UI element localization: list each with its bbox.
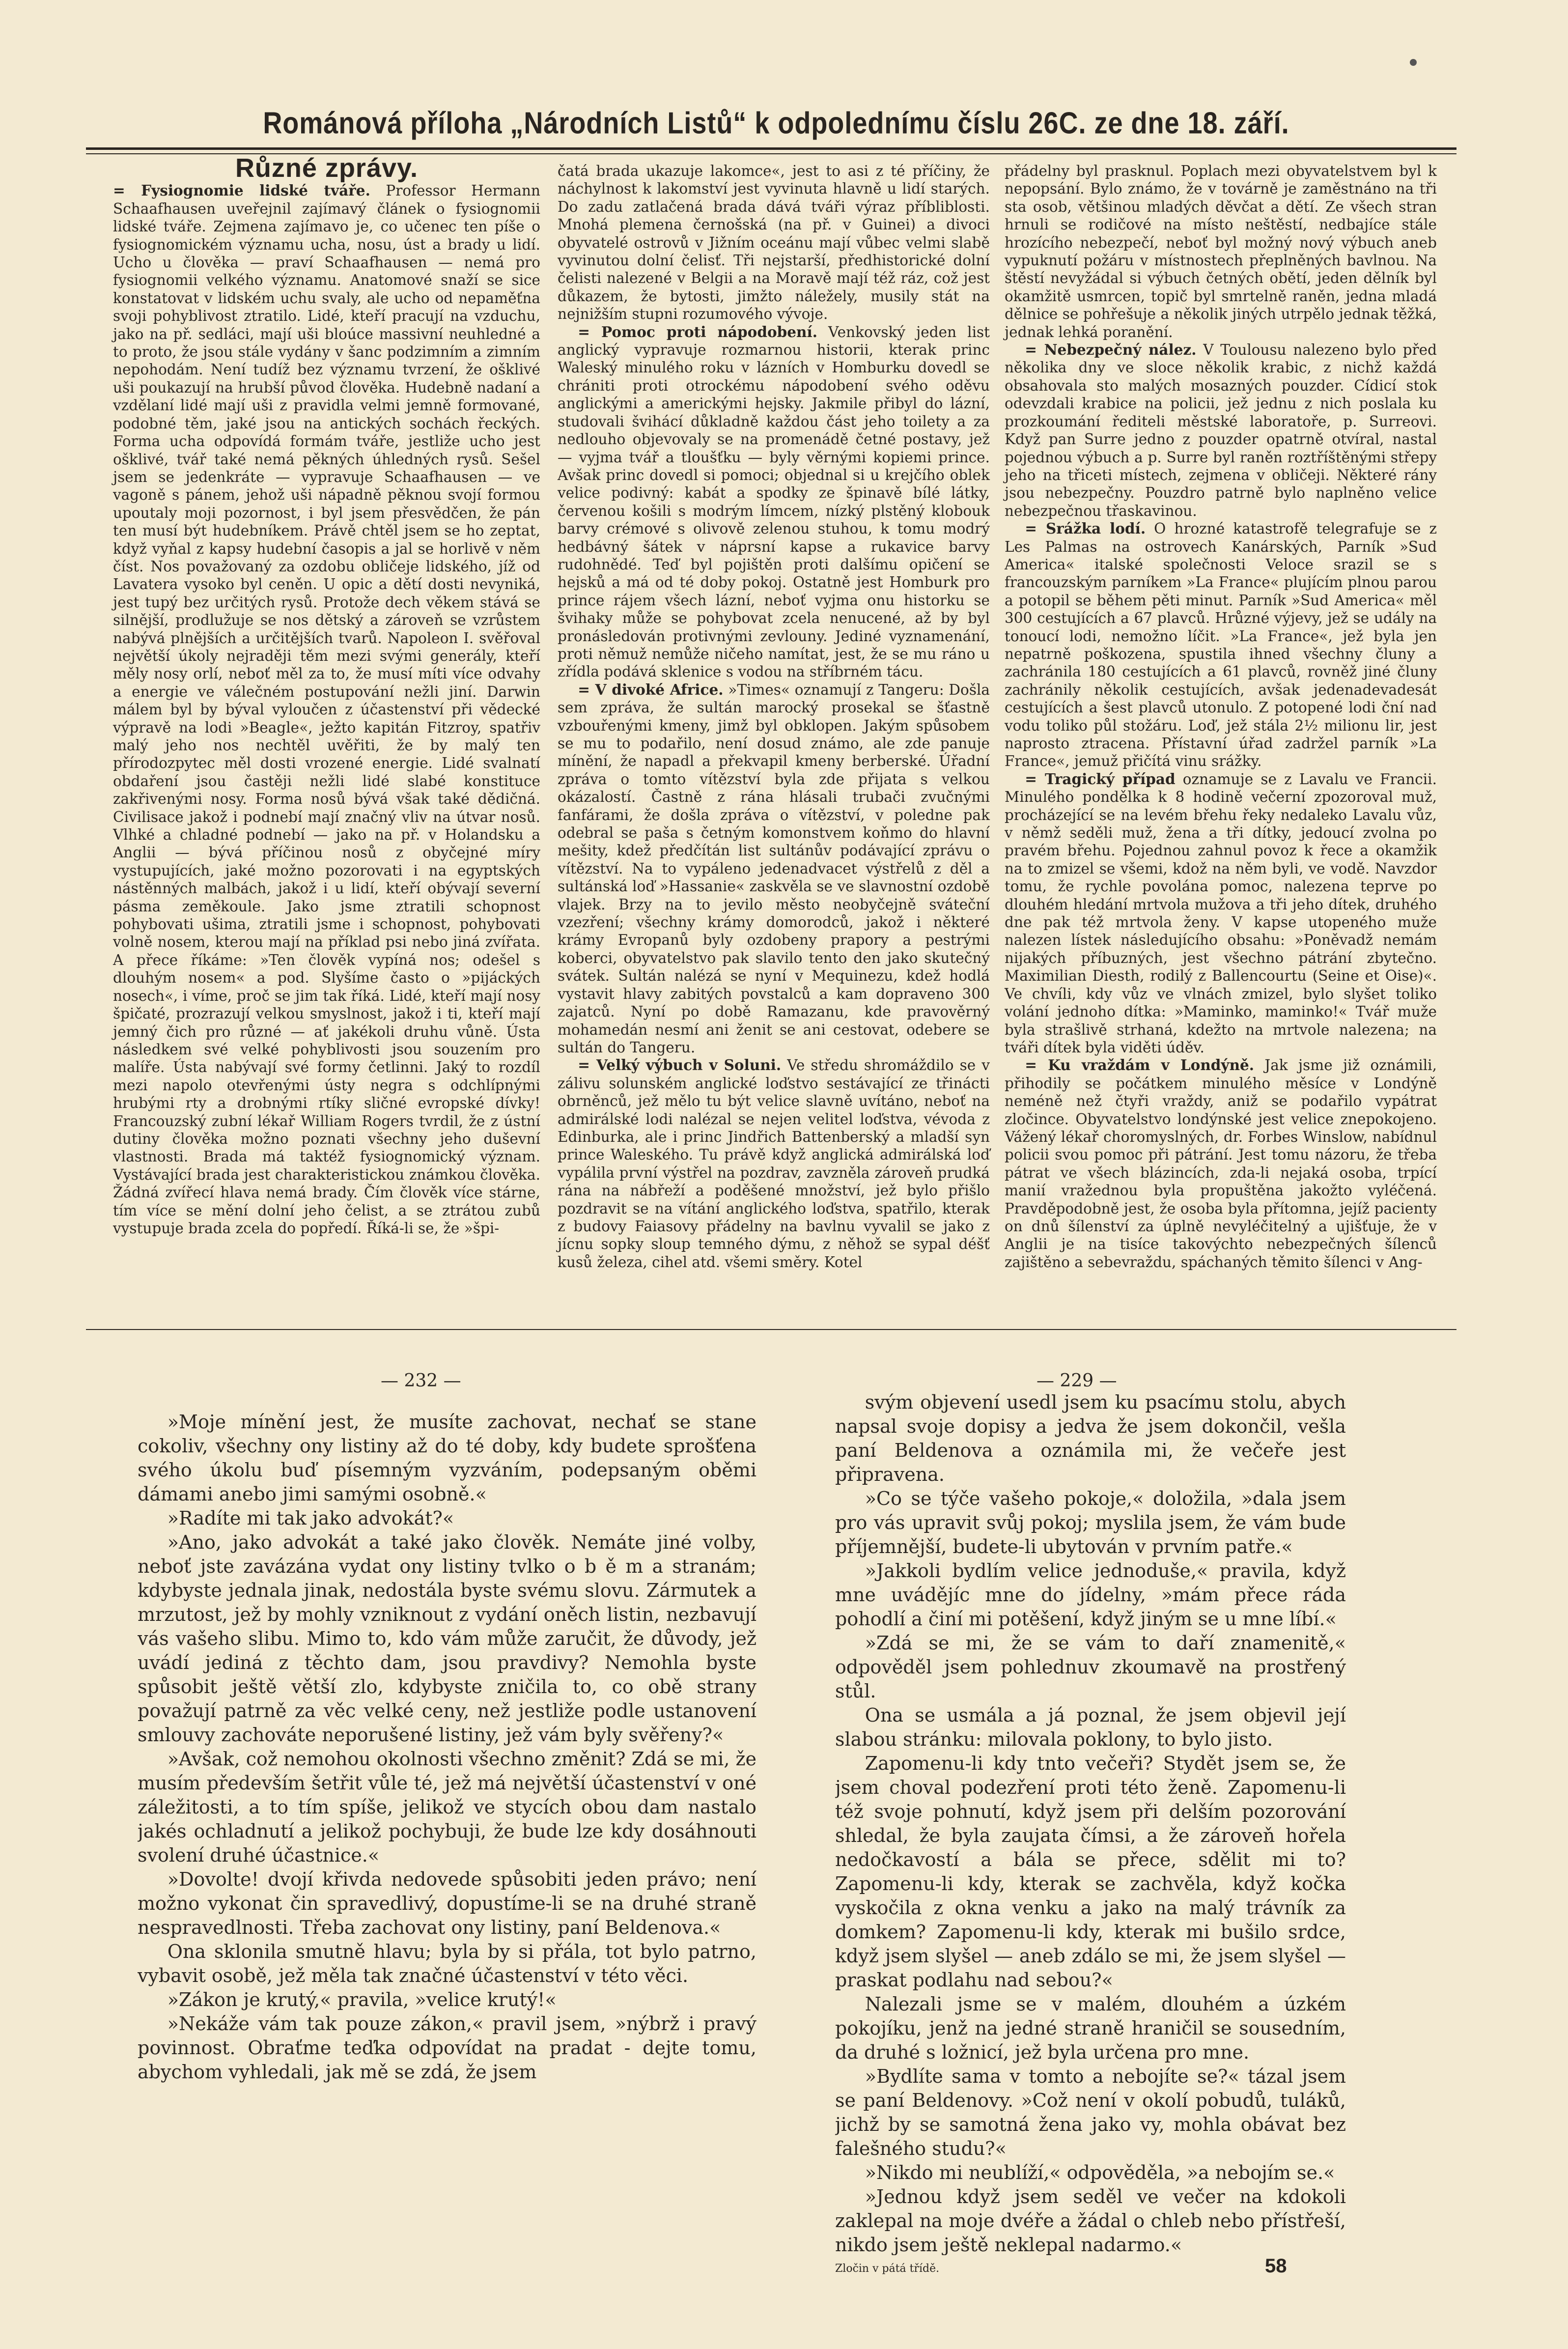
article-londyn [1005,1056,1437,1271]
novel-paragraph: »Nekáže vám tak pouze zákon,« pravil jsem, »nýbrž i pravý povinnost. Obraťme teďka odpovídat na pradat - dejte tomu, abychom vyhledali, jak mě se zdá, že jsem [138,2013,756,2083]
novel-paragraph: Zapomenu-li kdy tnto večeři? Stydět jsem se, že jsem choval podezření proti této ženě. Zapomenu-li též svoje pohnutí, když jsem při delším pozorování shledal, že byla zaujata čímsi, a že zároveň hořela nedočkavostí a bála se přece, sdělit mi to? Zapomenu-li kdy, kterak se zachvěla, když kočka vyskočila z okna venku a jako na malý trávník za domkem? Zapomenu-li kdy, kterak mi bušilo srdce, když jsem slyšel — aneb zdálo se mi, že jsem slyšel — praskat podlahu nad sebou?« [835,1753,1346,1991]
novel-paragraph: »Bydlíte sama v tomto a nebojíte se?« tázal jsem se paní Beldenovy. »Což není v okolí pobudů, tuláků, jichž by se samotná žena jako vy, mohla obávat bez falešného studu?« [835,2066,1346,2159]
page-number-right: — 229 — [1036,1371,1117,1391]
article-solun [558,1056,990,1271]
section-title: Různé zprávy. [235,153,419,183]
novel-paragraph: »Avšak, což nemohou okolnosti všechno změnit? Zdá se mi, že musím především šetřit vůle té, jež má největší účastenství v oné záležitosti, a to tím spíše, jelikož ve stycích obou dam nastalo jakés ochladnutí a jelikož pochybuji, že bude lze kdy dosáhnouti svolení druhé účastnice.« [138,1748,756,1866]
printer-note: Zločin v pátá třídě. [835,2263,940,2275]
column-2 [558,162,990,1271]
novel-paragraph: »Dovolte! dvojí křivda nedovede spůsobiti jeden právo; není možno vykonat čin spravedlivý, dopustíme-li se na druhé straně nespravedlnosti. Třeba zachovat ony listiny, paní Beldenova.« [138,1868,756,1938]
novel-column-right [835,1390,1346,2255]
article-text: V Toulousu nalezeno bylo před několika dny ve sloce několik krabic, z nichž každá obsahovala sto malých mosazných pouzder. Cídicí stok odevzdali krabice na policii, jež jednu z nich poslala ku prozkoumání řediteli městské laboratoře, p. Surreovi. Když pan Surre jedno z pouzder opatrně otvíral, nastal pojednou výbuch a p. Surre byl raněn roztříštěnými střepy jeho na třiceti místech, zejmena v obličeji. Některé rány jsou nebezpečny. Pouzdro patrně bylo naplněno velice nebezpečnou třaskavinou. [1005,341,1437,519]
novel-paragraph: »Co se týče vašeho pokoje,« doložila, »dala jsem pro vás upravit svůj pokoj; myslila jsem, že vám bude příjemnější, budete-li ubytován v prvním patře.« [835,1488,1346,1557]
article-lead: = V divoké Africe. [578,680,724,698]
page-number-left: — 232 — [381,1371,461,1391]
article-continuation [1005,162,1437,341]
article-nalez [1005,341,1437,520]
header-rule [86,147,1456,150]
article-text: Professor Hermann Schaafhausen uveřejnil zajímavý článek o fysiognomii lidské tváře. Zejmena zajímavo je, co učenec ten píše o fysiognomickém významu ucha, nosu, úst a brady u lidí. Ucho u člověka — praví Schaafhausen — nemá pro fysiognomii velkého významu. Anatomové snaží se sice konstatovat v lidském uchu svaly, ale ucho od nepaměťna svoji pohyblivost ztratilo. Lidé, kteří pracují na vzduchu, jako na př. sedláci, mají uši bloúce massivní neuhledné a to proto, že jsou stále vydány v šanc podzimním a zimním nepohodám. Není tudíž bez významu tvrzení, že ošklivé uši poukazují na hrubší původ člověka. Hudebně nadaní a vzdělaní lidé mají uši z pravidla velmi jemně formované, podobné těm, jaké jsou na antických sochách řeckých. Forma ucha odpovídá formám tváře, jestliže ucho jest ošklivé, tvář také nemá pěkných úhledných rysů. Sešel jsem se jedenkráte — vypravuje Schaafhausen — ve vagoně s pánem, jehož uši nápadně pěknou svojí formou upoutaly moji pozornost, i byl jsem přesvědčen, že pán ten musí být hudebníkem. Právě chtěl jsem se ho zeptat, když vyňal z kapsy hudební časopis a jal se horlivě v něm číst. Nos považovaný za ozdobu obličeje lidského, jíž od Lavatera vysoko byl ceněn. U opic a dětí dosti nevyniká, jest tupý bez určitých rysů. Protože dech věkem stává se silnější, prodlužuje se nos dětský a zároveň se vzrůstem nabývá plnějších a určitějších tvarů. Napoleon I. svěřoval největší úkoly nejraději těm mezi svými generály, kteří měly nosy orlí, neboť měl za to, že musí míti více odvahy a energie ve válečném postupování nežli jiní. Darwin málem byl by býval vyloučen z účastenství při vědecké výpravě na lodi »Beagle«, ježto kapitán Fitzroy, spatřiv malý jeho nos nechtěl uvěřiti, že by malý ten přírodozpytec měl dosti vrozené energie. Lidé svalnatí obdaření jsou častěji nežli lidé slabé konstituce zakřivenými nosy. Forma nosů bývá však také dědičná. Civilisace jakož i podnebí mají značný vliv na útvar nosů. Vlhké a chladné podnebí — jako na př. v Holandsku a Anglii — bývá příčinou nosů z obyčejné míry vystupujících, jaké možno pozorovati i na egyptských nástěnných malbách, jakož i u lidí, kteří obývají severní pásma zeměkoule. Jako jsme ztratili schopnost pohybovati ušima, ztratili jsme i schopnost, pohybovati volně nosem, kterou mají na příklad psi nebo jiná zvířata. A přece říkáme: »Ten člověk vypíná nos; odešel s dlouhým nosem« a pod. Slyšíme často o »pijáckých nosech«, i víme, proč se jim tak říká. Lidé, kteří mají nosy špičaté, prozrazují velkou smyslnost, jakož i ti, kteří mají jemný čich pro různé — ať jakékoli druhu vůně. Ústa následkem své velké pohyblivosti jsou souzením pro malíře. Ústa nabývají své formy četlinni. Jaký to rozdíl mezi napolo otevřenými ústy negra s odchlípnými hrubými rty a drobnými rtíky sličné evropské dívky! Francouzský zubní lékař William Rogers tvrdil, že z ústní dutiny člověka možno poznati všechny jeho duševní vlastnosti. Brada má taktéž fysiognomický význam. Vystávající brada jest charakteristickou známkou člověka. Žádná zvířecí hlava nemá brady. Čím člověk více stárne, tím více se mění dolní jeho čelist, a se ztrátou zubů vystupuje brada zcela do popředí. Říká-li se, že »špi- [113,182,540,1237]
article-text: Venkovský jeden list anglický vypravuje rozmarnou historii, kterak princ Waleský minulého roku v lázních v Homburku dovedl se chrániti proti otrockému nápodobení svého oděvu anglickými a americkými hejsky. Jakmile přibyl do lázní, studovali švihácí důkladně každou část jeho toilety a za nedlouho objevovaly se na promenádě četné postavy, jež — vyjma tvář a tloušťku — byly věrnými kopiemi prince. Avšak princ dovedl si pomoci; objednal si u krejčího oblek velice podivný: kabát a spodky ze špinavě bílé látky, červenou košili s modrým límcem, nízký plstěný klobouk barvy crémové s olivově zelenou stuhou, k tomu modrý hedbávný šátek v náprsní kapse a rukavice barvy rudohnědé. Teď byl pojištěn proti dalšímu opičení se hejsků a má od té doby pokoj. Ostatně jest Homburk pro prince rájem všech lázní, neboť vyjma onu historku se švihaky může se pohybovat zcela nenucené, až by byl pronásledován protivnými zevlouny. Jediné vyznamenání, proti němuž nemůže ničeho namítat, jest, že se mu ráno u zřídla podává sklenice s vodou na stříbrném tácu. [558,323,990,680]
novel-paragraph: »Ano, jako advokát a také jako člověk. Nemáte jiné volby, neboť jste zavázána vydat ony listiny tvlko o b ě m a stranám; kdybyste jednala jinak, nedostála byste svému slovu. Zármutek a mrzutost, jež by mohly vzniknout z vydání oněch listin, nezbavují vás vašeho slibu. Mimo to, kdo vám může zaručit, že důvody, jež uvádí jediná z těchto dam, jsou pravdivy? Nemohla byste spůsobit ještě větší zlo, kdybyste zničila to, co obě strany považují patrně za věc velké ceny, než jestliže podle ustanovení smlouvy zachováte neporušené listiny, jež vám byly svěřeny?« [138,1531,756,1746]
column-3 [1005,162,1437,1271]
article-text: »Times« oznamují z Tangeru: Došla sem zpráva, že sultán marocký prosekal se šťastně vzbouřenými kmeny, jimž byl obklopen. Jakým spůsobem se mu to podařilo, není dosud známo, ale zde panuje mínění, že napadl a překvapil kmeny berberské. Úřadní zpráva o tomto vítězství byla zde přijata s velkou okázalostí. Častně z rána hlásali trubači zvučnými fanfárami, že došla zpráva o vítězství, v poledne pak odebral se paša s četným komonstvem koňmo do hlavní mešity, kdež předčítán list sultánův podávající zprávu o vítězství. Na to vypáleno jedenadvacet výstřelů z děl a sultánská loď »Hassanie« zaskvěla se ve slavnostní ozdobě vlajek. Brzy na to jevilo město neobyčejně sváteční vzezření; všechny krámy domorodců, jakož i některé krámy Evropanů byly ozdobeny prapory a pestrými koberci, obyvatelstvo pak slavilo tento den jako skutečný svátek. Sultán nalézá se nyní v Mequinezu, kdež hodlá vystavit hlavy zabitých povstalců a kam dopraveno 300 zajatců. Nyní po době Ramazanu, kde pravověrný mohamedán nesmí ani ženit se ani cestovat, odebere se sultán do Tangeru. [558,681,990,1056]
article-lead: = Fysiognomie lidské tváře. [113,182,370,199]
ink-speck [1410,59,1417,66]
article-lead: = Tragický případ [1025,770,1176,788]
article-africa [558,681,990,1057]
column-divider [86,1329,1456,1330]
novel-paragraph: »Zákon je krutý,« pravila, »velice krutý!« [167,1989,557,2010]
article-lead: = Pomoc proti nápodobení. [578,323,817,340]
article-text: Ve středu shromáždilo se v zálivu solunském anglické loďstvo sestávající ze třinácti obrněnců, jež mělo tu být velice slavně uvítáno, neboť na admirálské lodi nalézal se nejen velitel loďstva, vévoda z Edinburka, ale i princ Jindřich Battenberský a mladší syn prince Waleského. Tu právě když anglická admirálská loď vypálila první výstřel na pozdrav, zavzněla zároveň prudká rána na nábřeží a poděšené množství, jež bylo přišlo pozdravit se na vítání anglického loďstva, spatřilo, kterak z budovy Faiasovy přádelny na bavlnu vyvalil se jako z jícnu sopky sloup temného dýmu, z něhož se sypal déšť kusů železa, cihel atd. všemi směry. Kotel [558,1057,990,1271]
article-text: přádelny byl prasknul. Poplach mezi obyvatelstvem byl k nepopsání. Bylo známo, že v továrně je zaměstnáno na tři sta osob, většinou mladých děvčat a dětí. Ze všech stran hrnuli se rodičové na místo neštěstí, nedbajíce stále hrozícího nebezpečí, neboť byl možný nový výbuch aneb vypuknutí požáru v místnostech přeplněných bavlnou. Na štěstí nevyžádal si výbuch četných obětí, jeden dělník byl okamžitě usmrcen, topič byl smrtelně raněn, jedna mladá dělnice se pohřešuje a několik jiných utrpělo jednak těžká, jednak lehká poranění. [1005,163,1437,340]
article-text: čatá brada ukazuje lakomce«, jest to asi z té příčiny, že náchylnost k lakomství jest vyvinuta hlavně u lidí starých. Do zadu zatlačená brada dává tváři výraz příbliblosti. Mnohá plemena černošská (na př. v Guinei) a divoci obyvatelé ostrovů v Jižním oceánu mají vůbec velmi slabě vyvinutou dolní čelisť. Tři nejstarší, předhistorické dolní čelisti nalezené v Belgii a na Moravě mají též ráz, což jest důkazem, že bytosti, jimžto náležely, musily stát na nejnižším stupni rozumového vývoje. [558,163,990,323]
article-text: oznamuje se z Lavalu ve Francii. Minulého pondělka k 8 hodině večerní zpozoroval muž, procházející se na levém břehu řeky nedaleko Lavalu vůz, v němž seděli muž, žena a tři dítky, jedoucí zvolna po pravém břehu. Pojednou zahnul povoz k řece a okamžik na to zmizel se všemi, kdož na něm byli, ve vodě. Navzdor tomu, že rychle povolána pomoc, nalezena teprve po dlouhém hledání mrtvola mužova a tři jeho dítek, druhého dne pak též mrtvola ženy. V kapse utopeného muže nalezen lístek následujícího obsahu: »Poněvadž nemám nijakých příbuzných, jest všechno pátrání zbytečno. Maximilian Diesth, rodilý z Ballencourtu (Seine et Oise)«. Ve chvíli, kdy vůz ve vlnách zmizel, bylo slyšet toliko volání jednoho dítka: »Maminko, maminko!« Tvář muže byla strašlivě strhaná, kdežto na mrtvole nalezena; na tváři dítek byla viděti úděv. [1005,770,1437,1056]
article-lead: = Ku vraždám v Londýně. [1025,1056,1255,1074]
novel-paragraph: »Moje mínění jest, že musíte zachovat, nechať se stane cokoliv, všechny ony listiny až do té doby, kdy budete sprošťena svého úkolu buď písemným vyzváním, podepsaným oběmi dámami anebo jimi samými osobně.« [138,1411,756,1505]
article-fysiognomie [113,182,540,1237]
article-text: Jak jsme již oznámili, přihodily se počátkem minulého měsíce v Londýně neméně než čtyři vraždy, aniž se podařilo vypátrat zločince. Obyvatelstvo londýnské jest velice znepokojeno. Vážený lékař choromyslných, dr. Forbes Winslow, nabídnul policii svou pomoc při pátrání. Jest tomu názoru, že třeba pátrat ve všech blázincích, zda-li nejaká osoba, trpící manií vražednou byla propuštěna jakožto vyléčená. Pravděpodobně jest, že osoba byla přítomna, jejíž pacienty on dnů šílenství za úplně nevyléčitelný a ujišťuje, že v Anglii je na tisíce takovýchto nebezpečných šílenců zajištěno a sebevraždu, spáchaných těmito šílenci v Ang- [1005,1057,1437,1271]
page-header: Románová příloha „Národních Listů“ k odpolednímu číslu 26C. ze dne 18. září. [263,106,1289,141]
novel-paragraph: »Nikdo mi neublíží,« odpověděla, »a nebojím se.« [865,2162,1335,2183]
article-pomoc [558,323,990,681]
sheet-number: 58 [1265,2255,1287,2277]
novel-paragraph: »Jakkoli bydlím velice jednoduše,« pravila, když mne uvádějíc mne do jídelny, »mám přece ráda pohodlí a činí mi potěšení, když jiným se u mne líbí.« [835,1560,1346,1630]
article-srazka [1005,520,1437,770]
novel-paragraph: svým objevení usedl jsem ku psacímu stolu, abych napsal svoje dopisy a jedva že jsem dokončil, vešla paní Beldenova a oznámila mi, že večeře jest připravena. [835,1391,1346,1485]
novel-paragraph: Ona se usmála a já poznal, že jsem objevil její slabou stránku: milovala poklony, to bylo jisto. [835,1704,1346,1750]
novel-paragraph: Nalezali jsme se v malém, dlouhém a úzkém pokojíku, jenž na jedné straně hraničil se sousedním, da druhé s ložnicí, jež byla určena pro mne. [835,1993,1346,2063]
article-lead: = Velký výbuch v Soluni. [578,1056,782,1074]
article-tragicky [1005,770,1437,1057]
article-lead: = Nebezpečný nález. [1025,341,1197,359]
novel-paragraph: »Radíte mi tak jako advokát?« [167,1507,454,1529]
article-lead: = Srážka lodí. [1025,520,1146,538]
novel-paragraph: Ona sklonila smutně hlavu; byla by si přála, tot bylo patrno, vybavit osobě, jež měla tak značné účastenství v této věci. [138,1941,756,1986]
novel-paragraph: »Zdá se mi, že se vám to daří znamenitě,« odpověděl jsem pohlednuv zkoumavě na prostřený stůl. [835,1632,1346,1702]
article-continuation [558,162,990,323]
novel-paragraph: »Jednou když jsem seděl ve večer na kdokoli zaklepal na moje dvéře a žádal o chleb nebo přístřeší, nikdo jsem ještě neklepal nadarmo.« [835,2186,1346,2255]
novel-column-left [138,1410,756,2270]
column-1 [113,153,540,1237]
article-text: O hrozné katastrofě telegrafuje se z Les Palmas na ostrovech Kanárských, Parník »Sud America« italské společnosti Veloce srazil se s francouzským parníkem »La France« plujícím plnou parou a potopil se během pěti minut. Parník »Sud America« měl 300 cestujících a 67 plavců. Hrůzné výjevy, jež se udály na tonoucí lodi, nemožno líčit. »La France«, jež byla jen nepatrně poškozena, spustila ihned všechny čluny a zachránila 180 cestujících a 61 plavců, rovněž jiné čluny zachránily několik cestujících, avšak jedenadevadesát cestujících a šest plavců utonulo. Z potopené lodi ční nad vodu toliko půl stožáru. Loď, jež stála 2½ milionu lir, jest naprosto ztracena. Přístavní úřad zadržel parník »La France«, jemuž přičítá vinu srážky. [1005,520,1437,770]
